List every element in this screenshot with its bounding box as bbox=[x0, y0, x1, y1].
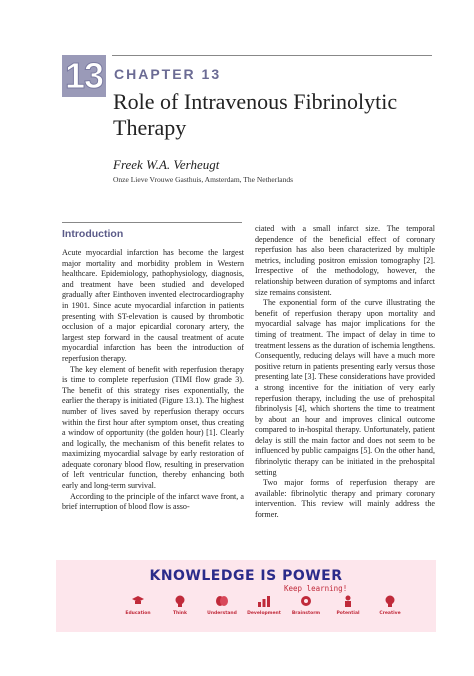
header-rule bbox=[112, 55, 432, 56]
bar-chart-icon bbox=[257, 594, 271, 608]
paragraph: According to the principle of the infarct wave front, a brief interruption of blood flow is asso- bbox=[62, 491, 244, 512]
step-label: Think bbox=[172, 611, 187, 616]
author-affiliation: Onze Lieve Vrouwe Gasthuis, Amsterdam, The Netherlands bbox=[113, 175, 294, 184]
step-label: Brainstorm bbox=[291, 611, 321, 616]
gear-icon bbox=[299, 594, 313, 608]
left-column bbox=[62, 248, 244, 513]
step-label: Creative bbox=[379, 611, 401, 616]
chapter-number: 13 bbox=[64, 55, 104, 96]
paragraph: Two major forms of reperfusion therapy are available: fibrinolytic therapy and primary coronary intervention. This review will mainly address the former. bbox=[255, 478, 435, 520]
banner-subtitle: Keep learning! bbox=[284, 584, 348, 593]
paragraph: ciated with a small infarct size. The temporal dependence of the beneficial effect of coronary reperfusion has also been characterized by multiple metrics, including positron emission tomography [2]. Irrespective of the methodology, however, the relationship between duration of symptoms and infarct size remains consistent. bbox=[255, 224, 435, 297]
section-rule bbox=[62, 222, 242, 223]
section-heading: Introduction bbox=[62, 228, 124, 240]
graduation-cap-icon bbox=[131, 594, 145, 608]
step-label: Potential bbox=[336, 611, 360, 616]
head-icon bbox=[173, 594, 187, 608]
step-potential bbox=[328, 594, 368, 616]
step-understand bbox=[202, 594, 242, 616]
chapter-number-badge bbox=[62, 55, 106, 97]
step-brainstorm bbox=[286, 594, 326, 616]
knowledge-banner bbox=[56, 560, 436, 632]
step-label: Education bbox=[125, 611, 151, 616]
chapter-title: Role of Intravenous Fibrinolytic Therapy bbox=[113, 89, 398, 140]
person-icon bbox=[341, 594, 355, 608]
paragraph: The exponential form of the curve illustrating the benefit of reperfusion therapy upon mortality and myocardial salvage has major implications for the timing of treatment. The impact of delay in time to treatment lessens as the duration of ischemia lengthens. Consequently, reducing delays will have a much more positive return in patients presenting early versus those presenting late [3]. These considerations have provided a strong incentive for the initiation of very early reperfusion therapy, including the use of prehospital fibrinolysis [4], which shortens the time to treatment by about an hour and improves clinical outcome compared to in-hospital therapy. Unfortunately, patient delay is still the main factor and does not seem to be influenced by public campaigns [5]. On the other hand, fibrinolytic therapy can be initiated in the prehospital setting bbox=[255, 298, 435, 477]
step-development bbox=[244, 594, 284, 616]
author-name: Freek W.A. Verheugt bbox=[113, 157, 220, 172]
step-think bbox=[160, 594, 200, 616]
paragraph: The key element of benefit with reperfusion therapy is time to complete reperfusion (TIMI flow grade 3). The benefit of this strategy rises exponentially, the earlier the therapy is initiated (Figure 13.1). The highest number of lives saved by reperfusion therapy occurs within the first hour after symptom onset, thus creating a window of opportunity (the golden hour) [1]. Clearly and logically, the mechanism of this benefit relates to maximizing myocardial salvage by early restoration of adequate coronary blood flow, resulting in preservation of left ventricular function, thereby enhancing both early and long-term survival. bbox=[62, 364, 244, 491]
right-column bbox=[255, 224, 435, 521]
step-label: Understand bbox=[207, 611, 237, 616]
step-creative bbox=[370, 594, 410, 616]
step-education bbox=[118, 594, 158, 616]
banner-title: KNOWLEDGE IS POWER bbox=[149, 568, 343, 584]
lightbulb-icon bbox=[383, 594, 397, 608]
banner-steps bbox=[118, 594, 408, 624]
brain-icon bbox=[215, 594, 229, 608]
chapter-label: CHAPTER 13 bbox=[114, 66, 222, 82]
step-label: Development bbox=[247, 611, 281, 616]
paragraph: Acute myocardial infarction has become the largest major mortality and morbidity problem in Western healthcare. Epidemiology, pathophysiology, diagnosis, and treatment have been studied and developed gradually after Einthoven invented electrocardiography in 1901. Since acute myocardial infarction in patients presenting with ST-elevation is caused by thrombotic occlusion of a major epicardial coronary artery, the largest step forward in the causal treatment of acute myocardial infarction has been the introduction of reperfusion therapy. bbox=[62, 248, 244, 363]
